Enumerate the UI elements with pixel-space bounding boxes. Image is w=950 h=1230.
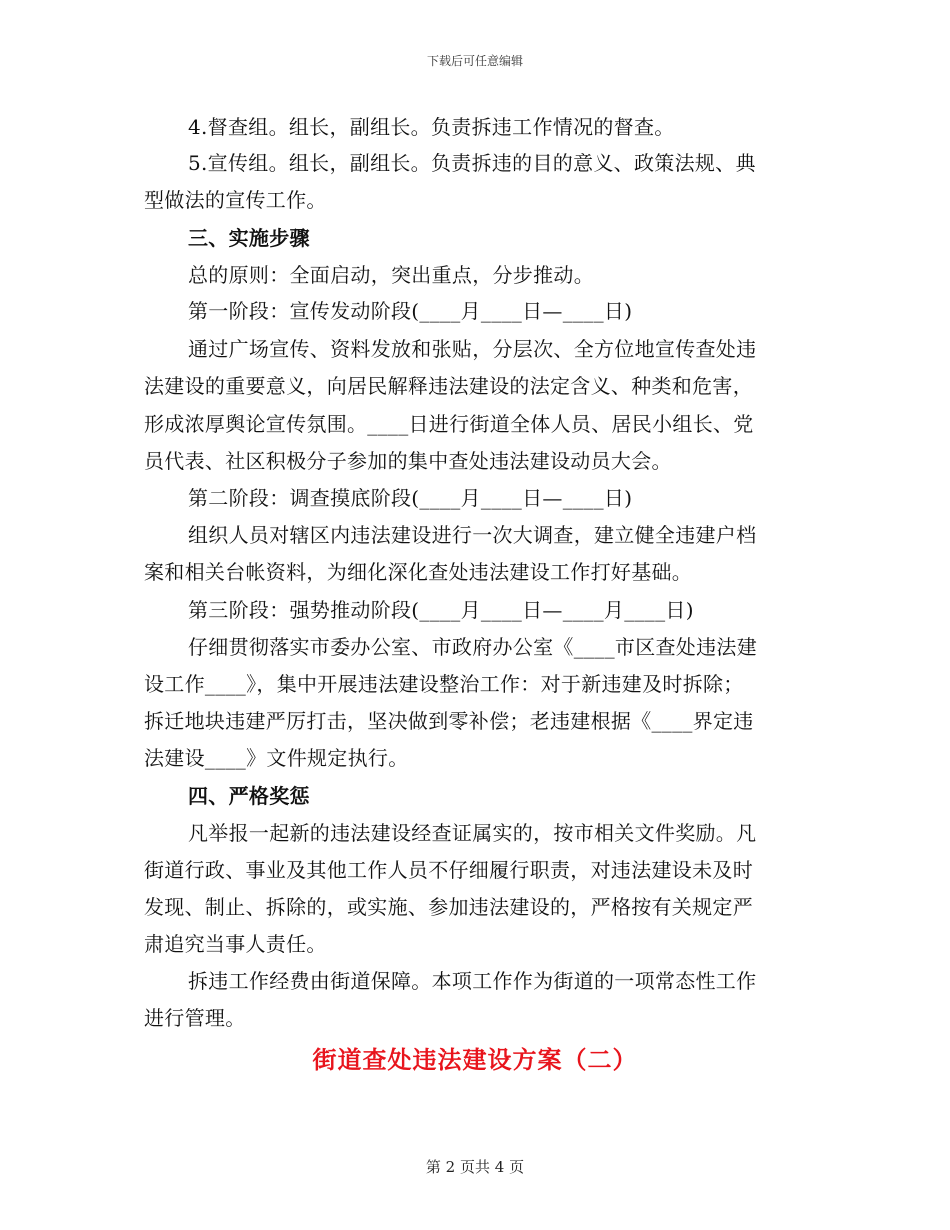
section-heading: 四、严格奖惩 xyxy=(188,784,310,808)
paragraph-line: 设工作____》，集中开展违法建设整治工作：对于新违建及时拆除； xyxy=(144,672,744,696)
paragraph-line: 案和相关台帐资料，为细化深化查处违法建设工作打好基础。 xyxy=(144,560,693,584)
paragraph-line: 凡举报一起新的违法建设经查证属实的，按市相关文件奖励。凡 xyxy=(188,821,757,845)
paragraph-line: 进行管理。 xyxy=(144,1006,246,1030)
paragraph-line: 型做法的宣传工作。 xyxy=(144,188,327,212)
paragraph-line: 法建设____》文件规定执行。 xyxy=(144,746,409,770)
header-note: 下载后可任意编辑 xyxy=(426,54,523,68)
paragraph-line: 发现、制止、拆除的，或实施、参加违法建设的，严格按有关规定严 xyxy=(144,895,753,919)
paragraph-line: 第三阶段：强势推动阶段(____月____日—____月____日) xyxy=(188,598,694,622)
page-number: 第 2 页共 4 页 xyxy=(425,1158,525,1176)
paragraph-line: 员代表、社区积极分子参加的集中查处违法建设动员大会。 xyxy=(144,449,672,473)
paragraph-line: 5.宣传组。组长，副组长。负责拆违的目的意义、政策法规、典 xyxy=(188,151,756,175)
paragraph-line: 通过广场宣传、资料发放和张贴，分层次、全方位地宣传查处违 xyxy=(188,337,757,361)
paragraph-line: 仔细贯彻落实市委办公室、市政府办公室《____市区查处违法建 xyxy=(188,635,757,659)
paragraph-line: 第二阶段：调查摸底阶段(____月____日—____日) xyxy=(188,486,633,510)
paragraph-line: 4.督查组。组长，副组长。负责拆违工作情况的督查。 xyxy=(188,115,675,139)
paragraph-line: 形成浓厚舆论宣传氛围。____日进行街道全体人员、居民小组长、党 xyxy=(144,412,754,436)
paragraph-line: 拆违工作经费由街道保障。本项工作作为街道的一项常态性工作 xyxy=(188,969,757,993)
paragraph-line: 街道行政、事业及其他工作人员不仔细履行职责，对违法建设未及时 xyxy=(144,858,753,882)
paragraph-line: 肃追究当事人责任。 xyxy=(144,932,327,956)
paragraph-line: 总的原则：全面启动，突出重点，分步推动。 xyxy=(188,263,594,287)
paragraph-line: 拆迁地块违建严厉打击，坚决做到零补偿；老违建根据《____界定违 xyxy=(144,709,754,733)
document-section-title: 街道查处违法建设方案（二） xyxy=(312,1045,638,1074)
paragraph-line: 法建设的重要意义，向居民解释违法建设的法定含义、种类和危害， xyxy=(144,374,753,398)
paragraph-line: 第一阶段：宣传发动阶段(____月____日—____日) xyxy=(188,299,633,323)
paragraph-line: 组织人员对辖区内违法建设进行一次大调查，建立健全违建户档 xyxy=(188,523,757,547)
section-heading: 三、实施步骤 xyxy=(188,226,310,250)
